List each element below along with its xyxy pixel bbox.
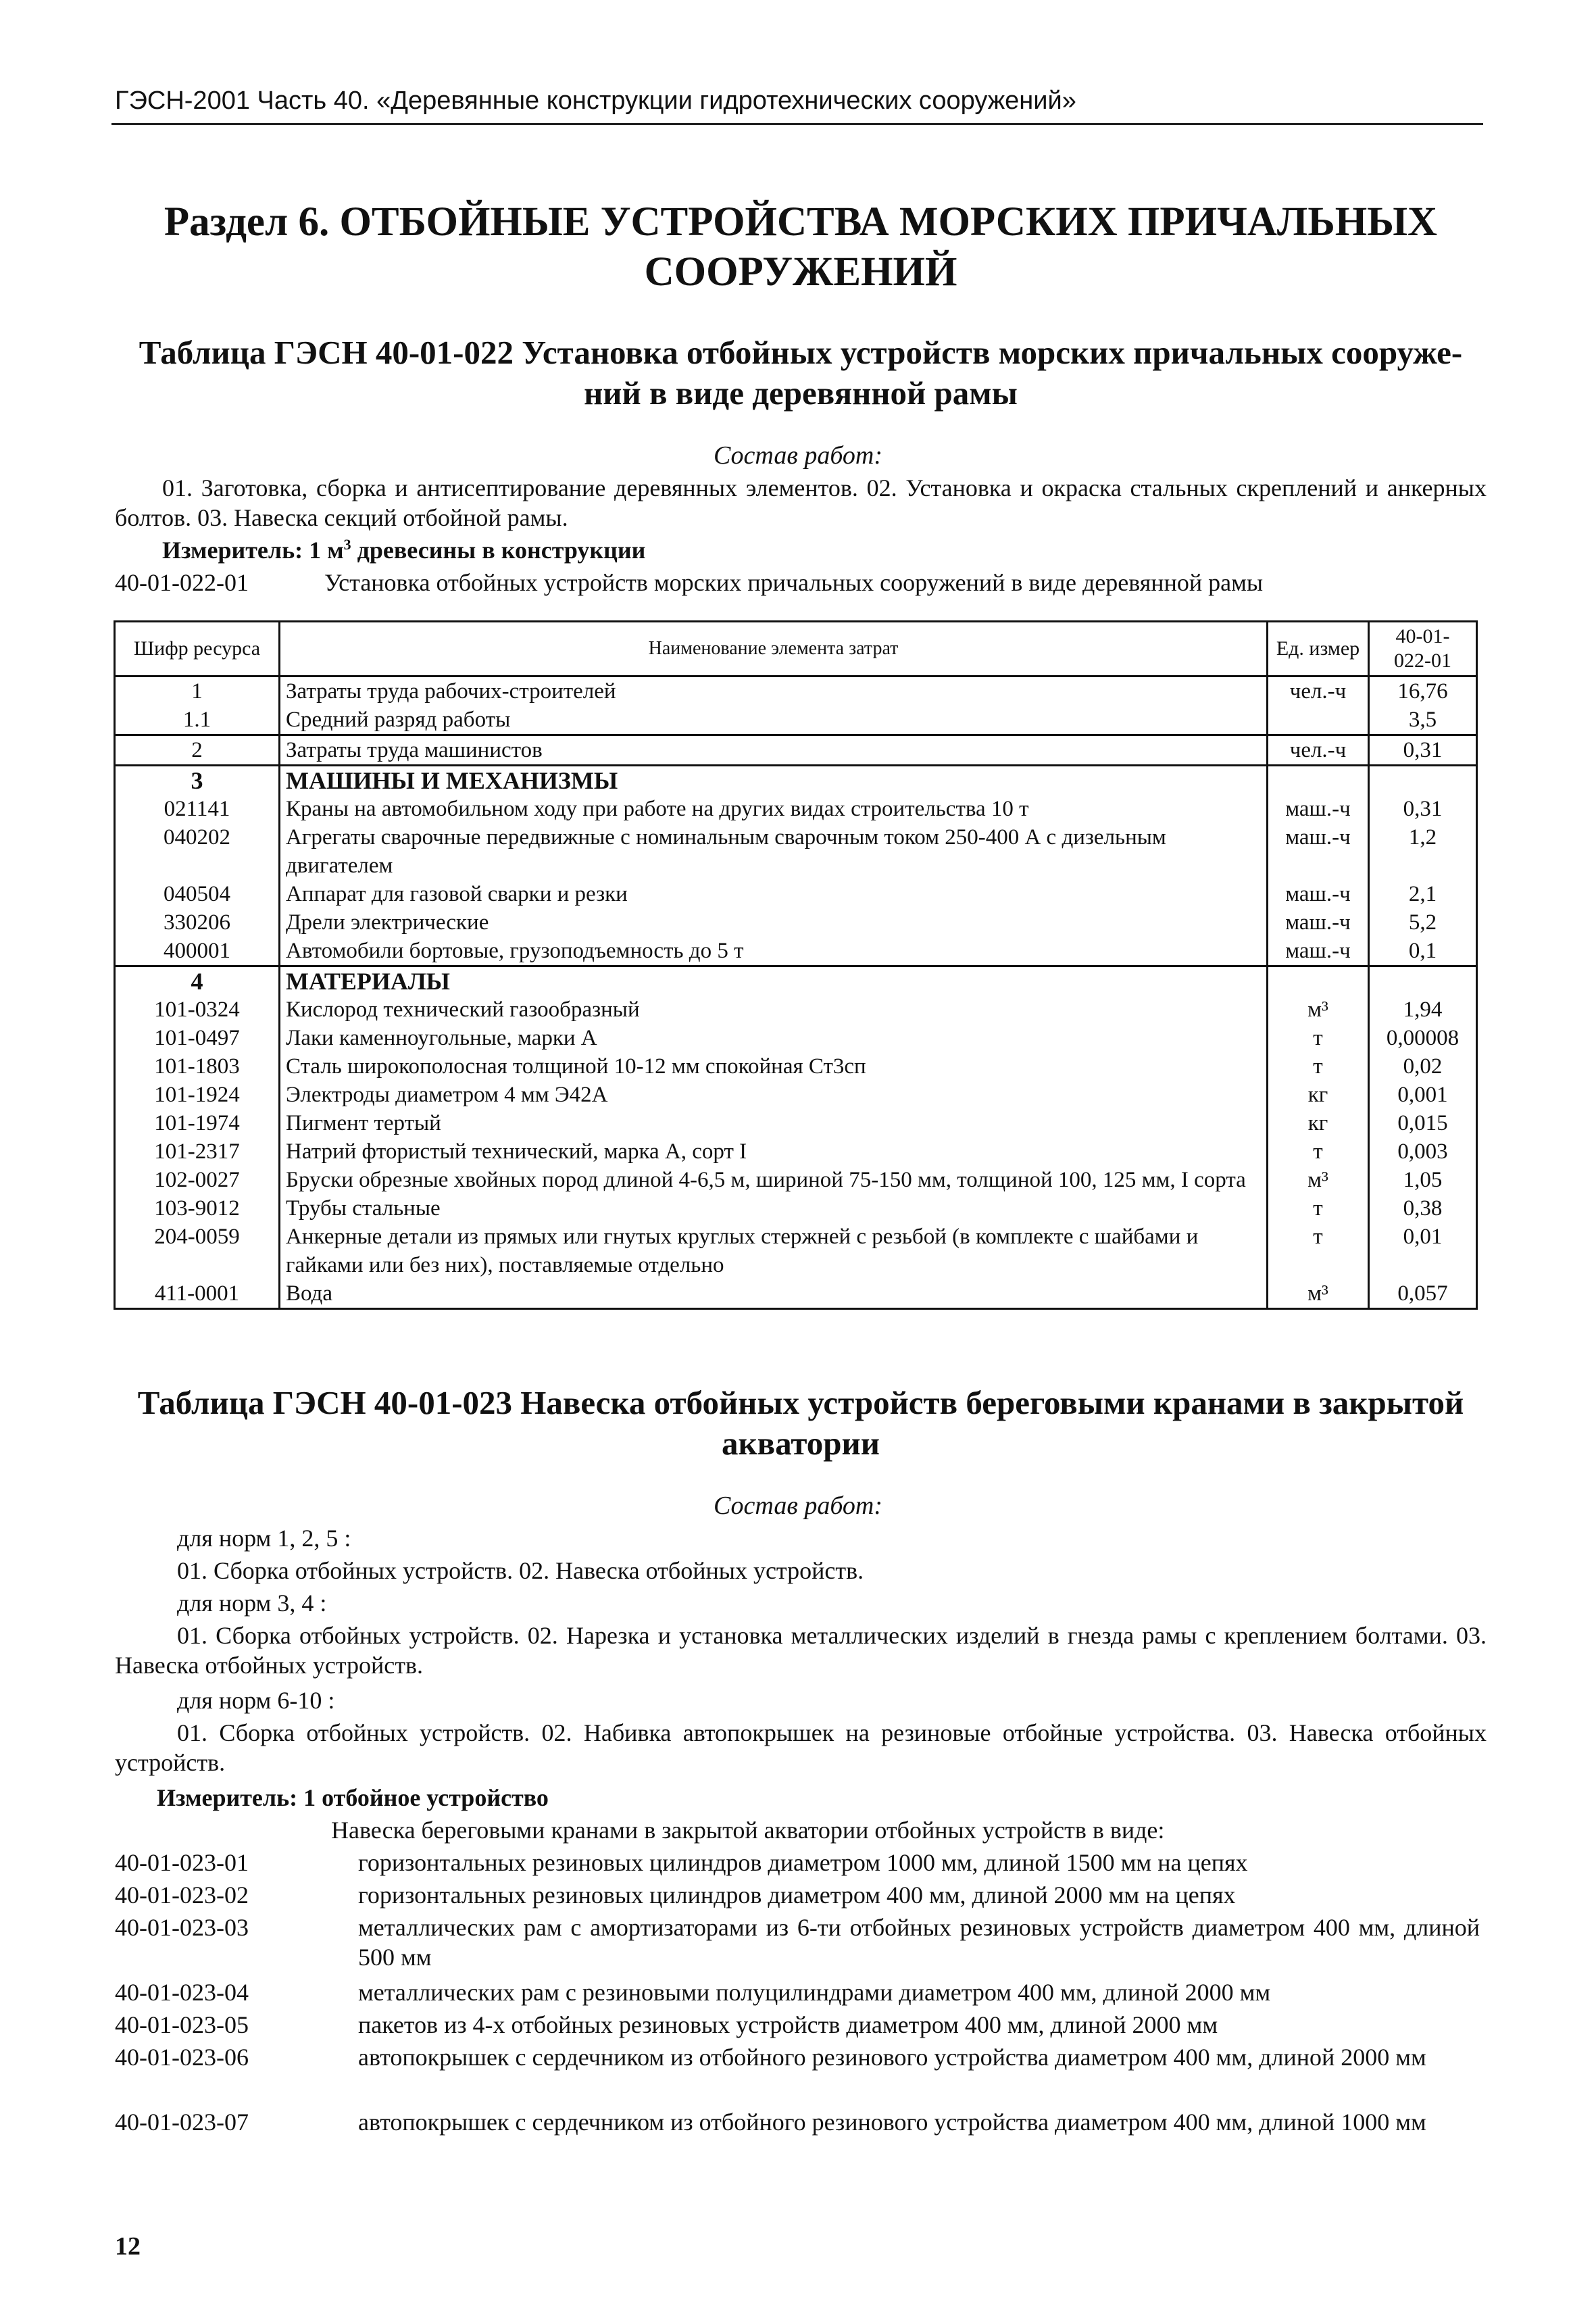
row-code: 2 (115, 735, 280, 766)
table2-measure (157, 1783, 549, 1813)
row-unit: т (1268, 1024, 1369, 1052)
table1-title-line-1: Таблица ГЭСН 40-01-022 Установка отбойных устройств морских причальных сооруже- (139, 334, 1463, 371)
row-name: Дрели электрические (280, 908, 1268, 937)
row-name: Средний разряд работы (280, 706, 1268, 735)
row-code: 040504 (115, 880, 280, 908)
table1-measure-sup: 3 (343, 536, 351, 553)
row-code: 101-1924 (115, 1081, 280, 1109)
section-title-line-1: Раздел 6. ОТБОЙНЫЕ УСТРОЙСТВА МОРСКИХ ПРИЧАЛЬНЫХ (164, 199, 1438, 245)
row-unit: маш.-ч (1268, 880, 1369, 908)
section-title-line-2: СООРУЖЕНИЙ (644, 249, 957, 295)
row-unit: м³ (1268, 1166, 1369, 1194)
table2-title-line-1: Таблица ГЭСН 40-01-023 Навеска отбойных устройств береговыми кранами в закрытой (137, 1384, 1464, 1421)
norm-desc: горизонтальных резиновых цилиндров диаметром 400 мм, длиной 2000 мм на цепях (358, 1881, 1236, 1909)
table1-measure (162, 535, 645, 565)
row-name: Трубы стальные (280, 1194, 1268, 1223)
table-row (115, 706, 1477, 735)
norm-code: 40-01-023-05 (115, 2011, 249, 2038)
norm-desc: автопокрышек с сердечником из отбойного резинового устройства диаметром 400 мм, длиной 1000 мм (358, 2109, 1426, 2136)
table-group-row (115, 966, 1477, 996)
row-code: 400001 (115, 937, 280, 966)
row-code: 4 (115, 966, 280, 996)
running-header: ГЭСН-2001 Часть 40. «Деревянные конструкции гидротехнических сооружений» (115, 87, 1076, 115)
row-code: 3 (115, 766, 280, 795)
row-unit (1268, 966, 1369, 996)
row-value: 2,1 (1369, 880, 1477, 908)
row-code: 101-0324 (115, 995, 280, 1024)
row-unit: м³ (1268, 1279, 1369, 1309)
row-code: 103-9012 (115, 1194, 280, 1223)
row-unit: маш.-ч (1268, 823, 1369, 880)
row-unit: м³ (1268, 995, 1369, 1024)
norm-desc: горизонтальных резиновых цилиндров диаметром 1000 мм, длиной 1500 мм на цепях (358, 1849, 1248, 1876)
row-name: Пигмент тертый (280, 1109, 1268, 1137)
norm-desc: металлических рам с резиновыми полуцилиндрами диаметром 400 мм, длиной 2000 мм (358, 1979, 1271, 2006)
table-row (115, 823, 1477, 880)
row-value: 0,01 (1369, 1223, 1477, 1279)
section-title (128, 197, 1473, 297)
table2-title (115, 1383, 1487, 1464)
table1-norm-desc: Установка отбойных устройств морских причальных сооружений в виде деревянной рамы (324, 569, 1264, 596)
row-value: 0,38 (1369, 1194, 1477, 1223)
row-value: 16,76 (1369, 676, 1477, 706)
row-group-name: МАШИНЫ И МЕХАНИЗМЫ (280, 766, 1268, 795)
col-header-value (1369, 622, 1477, 676)
row-code: 411-0001 (115, 1279, 280, 1309)
table2-group2-text: 01. Сборка отбойных устройств. 02. Нарезка и установка металлических изделий в гнезда рамы с креплением болтами. 03. Навеска отбойных устройств. (115, 1622, 1487, 1679)
row-code: 040202 (115, 823, 280, 880)
table1-measure-label: Измеритель: (162, 537, 303, 564)
row-value: 5,2 (1369, 908, 1477, 937)
row-name: Аппарат для газовой сварки и резки (280, 880, 1268, 908)
row-value: 1,94 (1369, 995, 1477, 1024)
norm-desc: металлических рам с амортизаторами из 6-ти отбойных резиновых устройств диаметром 400 мм, длиной 500 мм (358, 1914, 1480, 1971)
row-name: Лаки каменноугольные, марки А (280, 1024, 1268, 1052)
row-unit: маш.-ч (1268, 795, 1369, 823)
row-name: Натрий фтористый технический, марка А, сорт I (280, 1137, 1268, 1166)
row-group-name: МАТЕРИАЛЫ (280, 966, 1268, 996)
table-row (115, 735, 1477, 766)
table2-group3-text: 01. Сборка отбойных устройств. 02. Набивка автопокрышек на резиновые отбойные устройства. 03. Навеска отбойных устройств. (115, 1719, 1487, 1776)
header-rule (111, 123, 1483, 125)
table-row (115, 937, 1477, 966)
table1-measure-rest: древесины в конструкции (351, 537, 646, 564)
table-row (115, 1166, 1477, 1194)
row-unit (1268, 706, 1369, 735)
row-name: Анкерные детали из прямых или гнутых круглых стержней с резьбой (в комплекте с шайбами и гайками или без них), поставляемые отдельно (280, 1223, 1268, 1279)
row-code: 1 (115, 676, 280, 706)
table1-title (115, 333, 1487, 414)
row-unit: чел.-ч (1268, 735, 1369, 766)
row-code: 204-0059 (115, 1223, 280, 1279)
table1-sostav-label: Состав работ: (713, 441, 883, 470)
table-row (115, 995, 1477, 1024)
norm-code: 40-01-023-02 (115, 1881, 249, 1909)
row-code: 1.1 (115, 706, 280, 735)
table-header-row (115, 622, 1477, 676)
table2-measure-value: 1 отбойное устройство (303, 1784, 549, 1811)
table-row (115, 1194, 1477, 1223)
norm-code: 40-01-023-06 (115, 2044, 249, 2071)
row-value: 1,05 (1369, 1166, 1477, 1194)
table-row (115, 1081, 1477, 1109)
norm-code: 40-01-023-04 (115, 1979, 249, 2006)
col-header-value-line-2: 022-01 (1394, 649, 1451, 672)
table2-intro: Навеска береговыми кранами в закрытой акватории отбойных устройств в виде: (331, 1817, 1165, 1844)
row-unit: кг (1268, 1081, 1369, 1109)
table1-norm-code: 40-01-022-01 (115, 569, 249, 596)
table2-measure-label: Измеритель: (157, 1784, 298, 1811)
row-value: 0,31 (1369, 795, 1477, 823)
row-value: 0,015 (1369, 1109, 1477, 1137)
row-code: 102-0027 (115, 1166, 280, 1194)
row-code: 101-1803 (115, 1052, 280, 1081)
table-row (115, 1024, 1477, 1052)
col-header-value-line-1: 40-01- (1395, 625, 1450, 647)
row-unit: т (1268, 1052, 1369, 1081)
table2-group2-label: для норм 3, 4 : (177, 1590, 327, 1617)
table-row (115, 1279, 1477, 1309)
norm-desc: пакетов из 4-х отбойных резиновых устройств диаметром 400 мм, длиной 2000 мм (358, 2011, 1218, 2038)
row-unit: т (1268, 1137, 1369, 1166)
table2-title-line-2: акватории (721, 1425, 880, 1462)
table-row (115, 880, 1477, 908)
row-value: 0,00008 (1369, 1024, 1477, 1052)
table-group-row (115, 766, 1477, 795)
table-row (115, 1223, 1477, 1279)
row-name: Бруски обрезные хвойных пород длиной 4-6,5 м, шириной 75-150 мм, толщиной 100, 125 мм, I сорта (280, 1166, 1268, 1194)
row-code: 330206 (115, 908, 280, 937)
table-row (115, 795, 1477, 823)
resource-table (114, 620, 1478, 1310)
row-name: Краны на автомобильном ходу при работе на других видах строительства 10 т (280, 795, 1268, 823)
row-code: 101-2317 (115, 1137, 280, 1166)
row-code: 101-0497 (115, 1024, 280, 1052)
row-name: Автомобили бортовые, грузоподъемность до 5 т (280, 937, 1268, 966)
row-value: 0,02 (1369, 1052, 1477, 1081)
table2-group3-label: для норм 6-10 : (177, 1687, 335, 1714)
norm-code: 40-01-023-03 (115, 1914, 249, 1941)
row-code: 021141 (115, 795, 280, 823)
table2-group1-text: 01. Сборка отбойных устройств. 02. Навеска отбойных устройств. (177, 1557, 864, 1584)
row-name: Кислород технический газообразный (280, 995, 1268, 1024)
row-unit: маш.-ч (1268, 908, 1369, 937)
row-unit: чел.-ч (1268, 676, 1369, 706)
row-name: Вода (280, 1279, 1268, 1309)
row-value: 1,2 (1369, 823, 1477, 880)
table1-measure-value: 1 м (309, 537, 344, 564)
table-row (115, 1137, 1477, 1166)
table1-title-line-2: ний в виде деревянной рамы (584, 374, 1018, 412)
row-value (1369, 966, 1477, 996)
row-value: 0,003 (1369, 1137, 1477, 1166)
row-unit (1268, 766, 1369, 795)
table2-sostav-label: Состав работ: (713, 1492, 883, 1520)
norm-code: 40-01-023-01 (115, 1849, 249, 1876)
row-name: Электроды диаметром 4 мм Э42А (280, 1081, 1268, 1109)
table-row (115, 1109, 1477, 1137)
row-unit: маш.-ч (1268, 937, 1369, 966)
row-value: 0,31 (1369, 735, 1477, 766)
table1-work-text: 01. Заготовка, сборка и антисептирование деревянных элементов. 02. Установка и окраска стальных скреплений и анкерных болтов. 03. Навеска секций отбойной рамы. (115, 474, 1487, 531)
norm-code: 40-01-023-07 (115, 2109, 249, 2136)
row-code: 101-1974 (115, 1109, 280, 1137)
page-number: 12 (115, 2232, 141, 2261)
table-row (115, 676, 1477, 706)
table-row (115, 908, 1477, 937)
row-name: Сталь широкополосная толщиной 10-12 мм спокойная Ст3сп (280, 1052, 1268, 1081)
col-header-code: Шифр ресурса (115, 622, 280, 676)
norm-desc: автопокрышек с сердечником из отбойного резинового устройства диаметром 400 мм, длиной 2000 мм (358, 2044, 1426, 2071)
row-name: Затраты труда машинистов (280, 735, 1268, 766)
table2-group1-label: для норм 1, 2, 5 : (177, 1525, 351, 1552)
row-name: Агрегаты сварочные передвижные с номинальным сварочным током 250-400 А с дизельным двигателем (280, 823, 1268, 880)
row-value: 0,1 (1369, 937, 1477, 966)
row-name: Затраты труда рабочих-строителей (280, 676, 1268, 706)
table-row (115, 1052, 1477, 1081)
row-unit: кг (1268, 1109, 1369, 1137)
row-value (1369, 766, 1477, 795)
row-value: 0,001 (1369, 1081, 1477, 1109)
row-value: 0,057 (1369, 1279, 1477, 1309)
row-value: 3,5 (1369, 706, 1477, 735)
row-unit: т (1268, 1194, 1369, 1223)
col-header-name: Наименование элемента затрат (280, 622, 1268, 676)
row-unit: т (1268, 1223, 1369, 1279)
col-header-unit: Ед. измер (1268, 622, 1369, 676)
